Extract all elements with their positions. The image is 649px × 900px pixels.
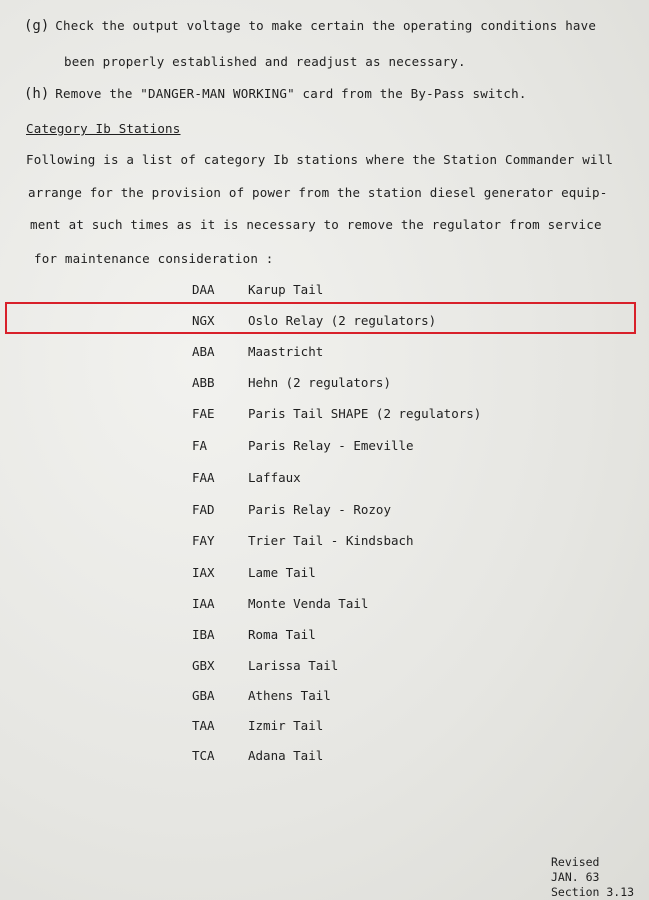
intro-line-1: Following is a list of category Ib stations where the Station Commander will	[26, 152, 614, 167]
station-name: Roma Tail	[248, 627, 316, 642]
station-code: GBX	[192, 658, 215, 673]
station-name: Athens Tail	[248, 688, 331, 703]
station-code: FA	[192, 438, 208, 453]
station-name: Maastricht	[248, 344, 324, 359]
station-name: Oslo Relay (2 regulators)	[248, 313, 437, 328]
station-code: IAA	[192, 596, 215, 611]
instruction-h	[24, 86, 527, 102]
station-code: IAX	[192, 565, 215, 580]
intro-line-2: arrange for the provision of power from the station diesel generator equip-	[28, 185, 608, 200]
station-code: ABB	[192, 375, 215, 390]
station-code: FAE	[192, 406, 215, 421]
station-code: ABA	[192, 344, 215, 359]
instruction-g-marker: (g)	[24, 18, 50, 34]
station-name: Trier Tail - Kindsbach	[248, 533, 414, 548]
station-name: Lame Tail	[248, 565, 316, 580]
footer-revised: Revised	[551, 855, 600, 869]
station-name: Hehn (2 regulators)	[248, 375, 391, 390]
station-code: NGX	[192, 313, 215, 328]
intro-line-3: ment at such times as it is necessary to remove the regulator from service	[30, 217, 602, 232]
instruction-h-line1: Remove the "DANGER-MAN WORKING" card from the By-Pass switch.	[55, 86, 527, 101]
station-name: Monte Venda Tail	[248, 596, 369, 611]
station-code: FAA	[192, 470, 215, 485]
station-code: GBA	[192, 688, 215, 703]
footer-date: JAN. 63	[551, 870, 600, 884]
station-code: TAA	[192, 718, 215, 733]
station-name: Adana Tail	[248, 748, 324, 763]
instruction-g	[24, 18, 596, 34]
station-name: Paris Relay - Rozoy	[248, 502, 391, 517]
station-name: Paris Relay - Emeville	[248, 438, 414, 453]
instruction-g-line1: Check the output voltage to make certain the operating conditions have	[55, 18, 597, 33]
section-heading: Category Ib Stations	[26, 121, 181, 136]
station-name: Laffaux	[248, 470, 301, 485]
station-code: FAD	[192, 502, 215, 517]
station-name: Izmir Tail	[248, 718, 324, 733]
station-name: Larissa Tail	[248, 658, 339, 673]
footer-section: Section 3.13	[551, 885, 635, 899]
instruction-g-line2: been properly established and readjust as necessary.	[64, 54, 466, 69]
intro-line-4: for maintenance consideration :	[34, 251, 274, 266]
station-code: TCA	[192, 748, 215, 763]
highlight-box	[5, 302, 636, 334]
instruction-h-marker: (h)	[24, 86, 50, 102]
station-code: FAY	[192, 533, 215, 548]
station-code: IBA	[192, 627, 215, 642]
station-name: Paris Tail SHAPE (2 regulators)	[248, 406, 482, 421]
station-name: Karup Tail	[248, 282, 324, 297]
station-code: DAA	[192, 282, 215, 297]
